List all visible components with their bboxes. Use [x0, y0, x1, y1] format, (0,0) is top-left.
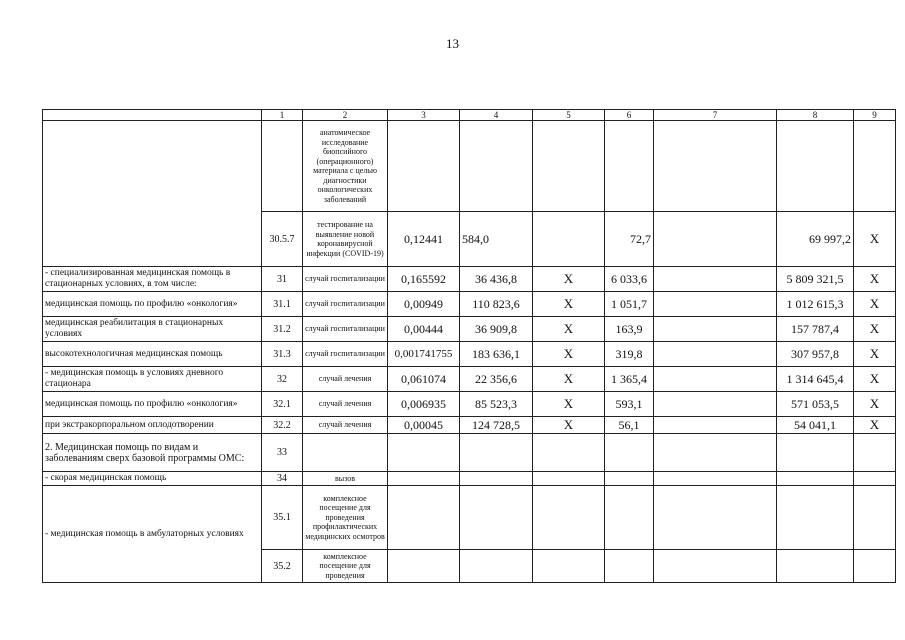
value-cell: 0,165592 — [388, 267, 460, 292]
value-cell — [777, 472, 854, 486]
page-number: 13 — [446, 36, 459, 51]
row-code: 31 — [262, 267, 303, 292]
value-cell: 163,9 — [605, 317, 654, 342]
unit-cell: случай госпитализации — [303, 317, 388, 342]
value-cell — [777, 550, 854, 583]
table-row — [43, 417, 896, 434]
row-label: при экстракорпоральном оплодотворении — [43, 417, 262, 434]
unit-cell — [303, 434, 388, 472]
value-cell: 157 787,4 — [777, 317, 854, 342]
col-header: 5 — [533, 110, 605, 121]
value-cell — [854, 434, 896, 472]
value-cell — [605, 121, 654, 212]
value-cell — [854, 121, 896, 212]
value-cell — [533, 434, 605, 472]
col-header: 8 — [777, 110, 854, 121]
value-cell: X — [854, 392, 896, 417]
unit-cell: случай лечения — [303, 367, 388, 392]
value-cell: 54 041,1 — [777, 417, 854, 434]
value-cell — [854, 550, 896, 583]
value-cell — [654, 121, 777, 212]
row-code: 32 — [262, 367, 303, 392]
value-cell: X — [533, 342, 605, 367]
value-cell — [605, 550, 654, 583]
value-cell: 0,00045 — [388, 417, 460, 434]
value-cell — [533, 486, 605, 550]
value-cell: X — [533, 267, 605, 292]
row-code: 31.2 — [262, 317, 303, 342]
row-label: медицинская реабилитация в стационарных условиях — [43, 317, 262, 342]
value-cell: 584,0 — [460, 212, 533, 267]
value-cell — [654, 434, 777, 472]
table-row — [43, 486, 896, 550]
value-cell: X — [533, 367, 605, 392]
value-cell — [777, 121, 854, 212]
value-cell: X — [854, 317, 896, 342]
value-cell: 0,006935 — [388, 392, 460, 417]
value-cell — [854, 472, 896, 486]
header-blank — [43, 110, 262, 121]
value-cell — [605, 486, 654, 550]
value-cell: 1 051,7 — [605, 292, 654, 317]
row-code: 30.5.7 — [262, 212, 303, 267]
value-cell — [533, 550, 605, 583]
value-cell — [654, 267, 777, 292]
row-label: - медицинская помощь в условиях дневного стационара — [43, 367, 262, 392]
value-cell — [460, 121, 533, 212]
value-cell — [533, 472, 605, 486]
value-cell — [654, 292, 777, 317]
row-label: медицинская помощь по профилю «онкология» — [43, 392, 262, 417]
value-cell: X — [533, 392, 605, 417]
col-header: 6 — [605, 110, 654, 121]
value-cell: 0,00949 — [388, 292, 460, 317]
value-cell: X — [533, 417, 605, 434]
value-cell — [460, 434, 533, 472]
value-cell: 36 909,8 — [460, 317, 533, 342]
col-header: 3 — [388, 110, 460, 121]
value-cell — [533, 121, 605, 212]
value-cell: 36 436,8 — [460, 267, 533, 292]
value-cell: X — [533, 292, 605, 317]
value-cell — [388, 486, 460, 550]
row-label: медицинская помощь по профилю «онкология» — [43, 292, 262, 317]
cost-standards-table — [42, 109, 896, 583]
table-row — [43, 267, 896, 292]
value-cell: X — [854, 367, 896, 392]
value-cell — [777, 486, 854, 550]
row-code: 32.1 — [262, 392, 303, 417]
value-cell: X — [854, 417, 896, 434]
row-label: - специализированная медицинская помощь в стационарных условиях, в том числе: — [43, 267, 262, 292]
value-cell: 183 636,1 — [460, 342, 533, 367]
value-cell: 56,1 — [605, 417, 654, 434]
value-cell: 5 809 321,5 — [777, 267, 854, 292]
value-cell: 1 314 645,4 — [777, 367, 854, 392]
value-cell — [605, 472, 654, 486]
unit-cell: случай госпитализации — [303, 342, 388, 367]
value-cell — [388, 472, 460, 486]
col-header: 7 — [654, 110, 777, 121]
col-header: 1 — [262, 110, 303, 121]
value-cell — [460, 472, 533, 486]
value-cell — [654, 417, 777, 434]
unit-cell: случай лечения — [303, 392, 388, 417]
row-code: 32.2 — [262, 417, 303, 434]
value-cell: 110 823,6 — [460, 292, 533, 317]
unit-cell: комплексное посещение для проведения профилактических медицинских осмотров — [303, 486, 388, 550]
row-code — [262, 121, 303, 212]
value-cell: X — [854, 212, 896, 267]
value-cell — [654, 392, 777, 417]
value-cell — [388, 434, 460, 472]
table-row — [43, 367, 896, 392]
row-code: 31.1 — [262, 292, 303, 317]
row-code: 33 — [262, 434, 303, 472]
col-header: 2 — [303, 110, 388, 121]
value-cell — [460, 486, 533, 550]
unit-cell: случай госпитализации — [303, 292, 388, 317]
value-cell — [654, 486, 777, 550]
column-number-row — [43, 110, 896, 121]
row-label — [43, 121, 262, 267]
unit-cell: анатомическое исследование биопсийного (операционного) материала с целью диагностики онкологических заболеваний — [303, 121, 388, 212]
value-cell: 0,12441 — [388, 212, 460, 267]
row-code: 34 — [262, 472, 303, 486]
row-code: 35.1 — [262, 486, 303, 550]
table-row — [43, 434, 896, 472]
value-cell: 1 365,4 — [605, 367, 654, 392]
row-code: 35.2 — [262, 550, 303, 583]
value-cell — [654, 550, 777, 583]
value-cell — [854, 486, 896, 550]
value-cell: 0,061074 — [388, 367, 460, 392]
unit-cell: случай госпитализации — [303, 267, 388, 292]
row-code: 31.3 — [262, 342, 303, 367]
value-cell — [388, 121, 460, 212]
row-label: - медицинская помощь в амбулаторных условиях — [43, 486, 262, 583]
unit-cell: вызов — [303, 472, 388, 486]
value-cell: 85 523,3 — [460, 392, 533, 417]
value-cell — [533, 212, 605, 267]
row-label: - скорая медицинская помощь — [43, 472, 262, 486]
table-row — [43, 392, 896, 417]
value-cell: 124 728,5 — [460, 417, 533, 434]
row-label: 2. Медицинская помощь по видам и заболеваниям сверх базовой программы ОМС: — [43, 434, 262, 472]
table-row — [43, 292, 896, 317]
value-cell: 0,00444 — [388, 317, 460, 342]
value-cell: 72,7 — [605, 212, 654, 267]
value-cell — [654, 342, 777, 367]
table-row — [43, 342, 896, 367]
value-cell: X — [854, 342, 896, 367]
table-row — [43, 121, 896, 212]
value-cell — [777, 434, 854, 472]
col-header: 9 — [854, 110, 896, 121]
value-cell: 319,8 — [605, 342, 654, 367]
value-cell: 6 033,6 — [605, 267, 654, 292]
value-cell: 0,001741755 — [388, 342, 460, 367]
unit-cell: случай лечения — [303, 417, 388, 434]
value-cell — [605, 434, 654, 472]
value-cell — [388, 550, 460, 583]
table-row — [43, 472, 896, 486]
value-cell: 593,1 — [605, 392, 654, 417]
value-cell: X — [533, 317, 605, 342]
col-header: 4 — [460, 110, 533, 121]
value-cell: 22 356,6 — [460, 367, 533, 392]
value-cell: 571 053,5 — [777, 392, 854, 417]
value-cell: X — [854, 292, 896, 317]
value-cell — [460, 550, 533, 583]
value-cell — [654, 317, 777, 342]
value-cell — [654, 367, 777, 392]
unit-cell: комплексное посещение для проведения — [303, 550, 388, 583]
value-cell: 1 012 615,3 — [777, 292, 854, 317]
value-cell: 307 957,8 — [777, 342, 854, 367]
row-label: высокотехнологичная медицинская помощь — [43, 342, 262, 367]
value-cell — [654, 212, 777, 267]
value-cell — [654, 472, 777, 486]
table-row — [43, 317, 896, 342]
value-cell: X — [854, 267, 896, 292]
value-cell: 69 997,2 — [777, 212, 854, 267]
unit-cell: тестирование на выявление новой коронавирусной инфекции (COVID-19) — [303, 212, 388, 267]
